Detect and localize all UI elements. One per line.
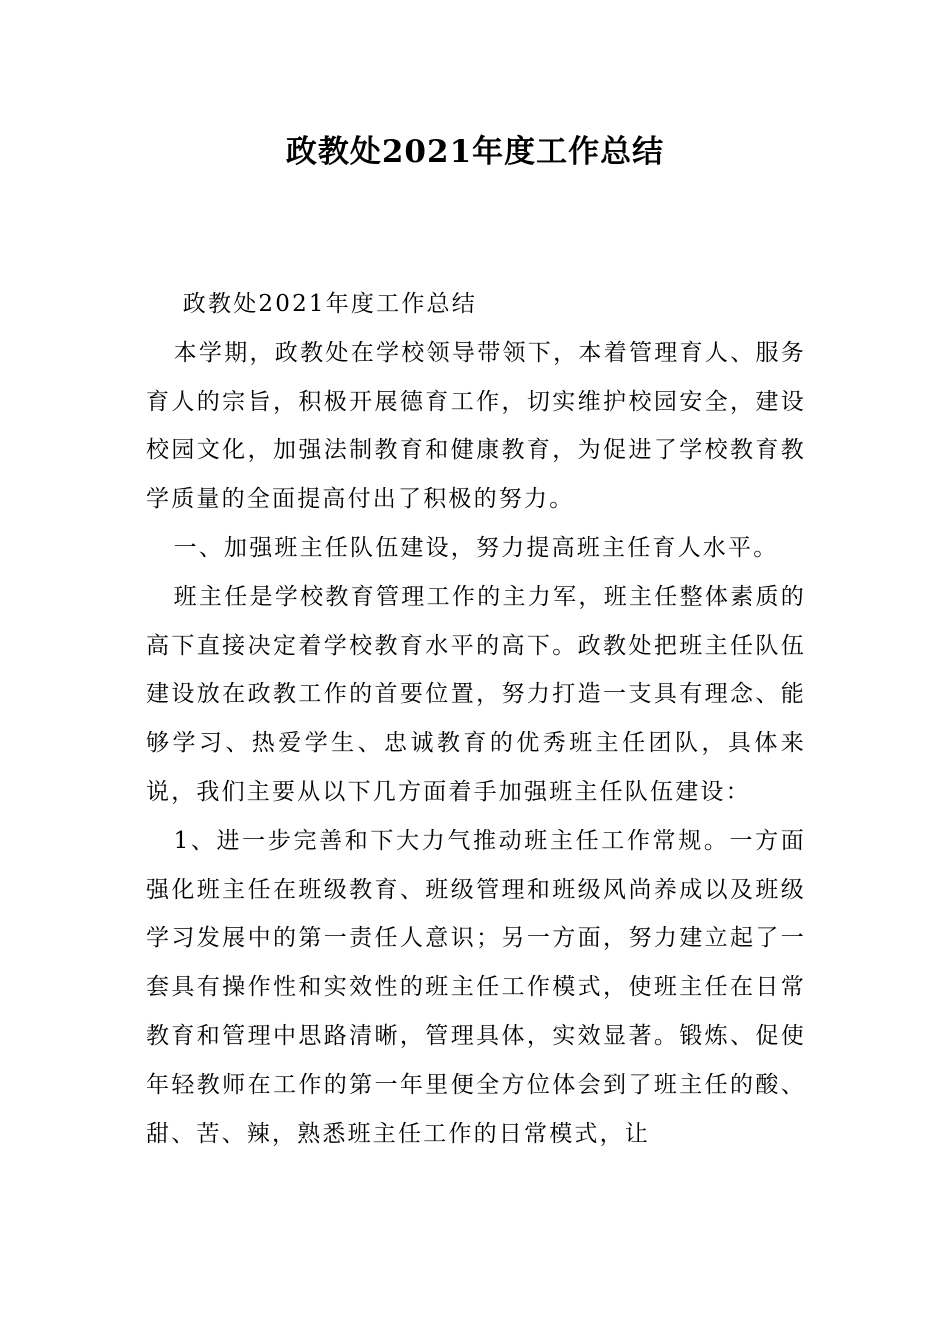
paragraph-intro: 本学期，政教处在学校领导带领下，本着管理育人、服务育人的宗旨，积极开展德育工作，切实维护校园安全，建设校园文化，加强法制教育和健康教育，为促进了学校教育教学质量的全面提高付出了积极的努力。 — [146, 339, 806, 513]
paragraph-class-teachers: 班主任是学校教育管理工作的主力军，班主任整体素质的高下直接决定着学校教育水平的高下。政教处把班主任队伍建设放在政教工作的首要位置，努力打造一支具有理念、能够学习、热爱学生、忠诚教育的优秀班主任团队，具体来说，我们主要从以下几方面着手加强班主任队伍建设： — [146, 583, 806, 805]
document-body — [146, 280, 806, 1158]
paragraph-item-1: 1、进一步完善和下大力气推动班主任工作常规。一方面强化班主任在班级教育、班级管理和班级风尚养成以及班级学习发展中的第一责任人意识；另一方面，努力建立起了一套具有操作性和实效性的班主任工作模式，使班主任在日常教育和管理中思路清晰，管理具体，实效显著。锻炼、促使年轻教师在工作的第一年里便全方位体会到了班主任的酸、甜、苦、辣，熟悉班主任工作的日常模式，让 — [146, 827, 806, 1147]
document-title: 政教处2021年度工作总结 — [285, 134, 665, 170]
body-subtitle: 政教处2021年度工作总结 — [182, 291, 477, 317]
section-heading-1: 一、加强班主任队伍建设，努力提高班主任育人水平。 — [173, 534, 779, 561]
